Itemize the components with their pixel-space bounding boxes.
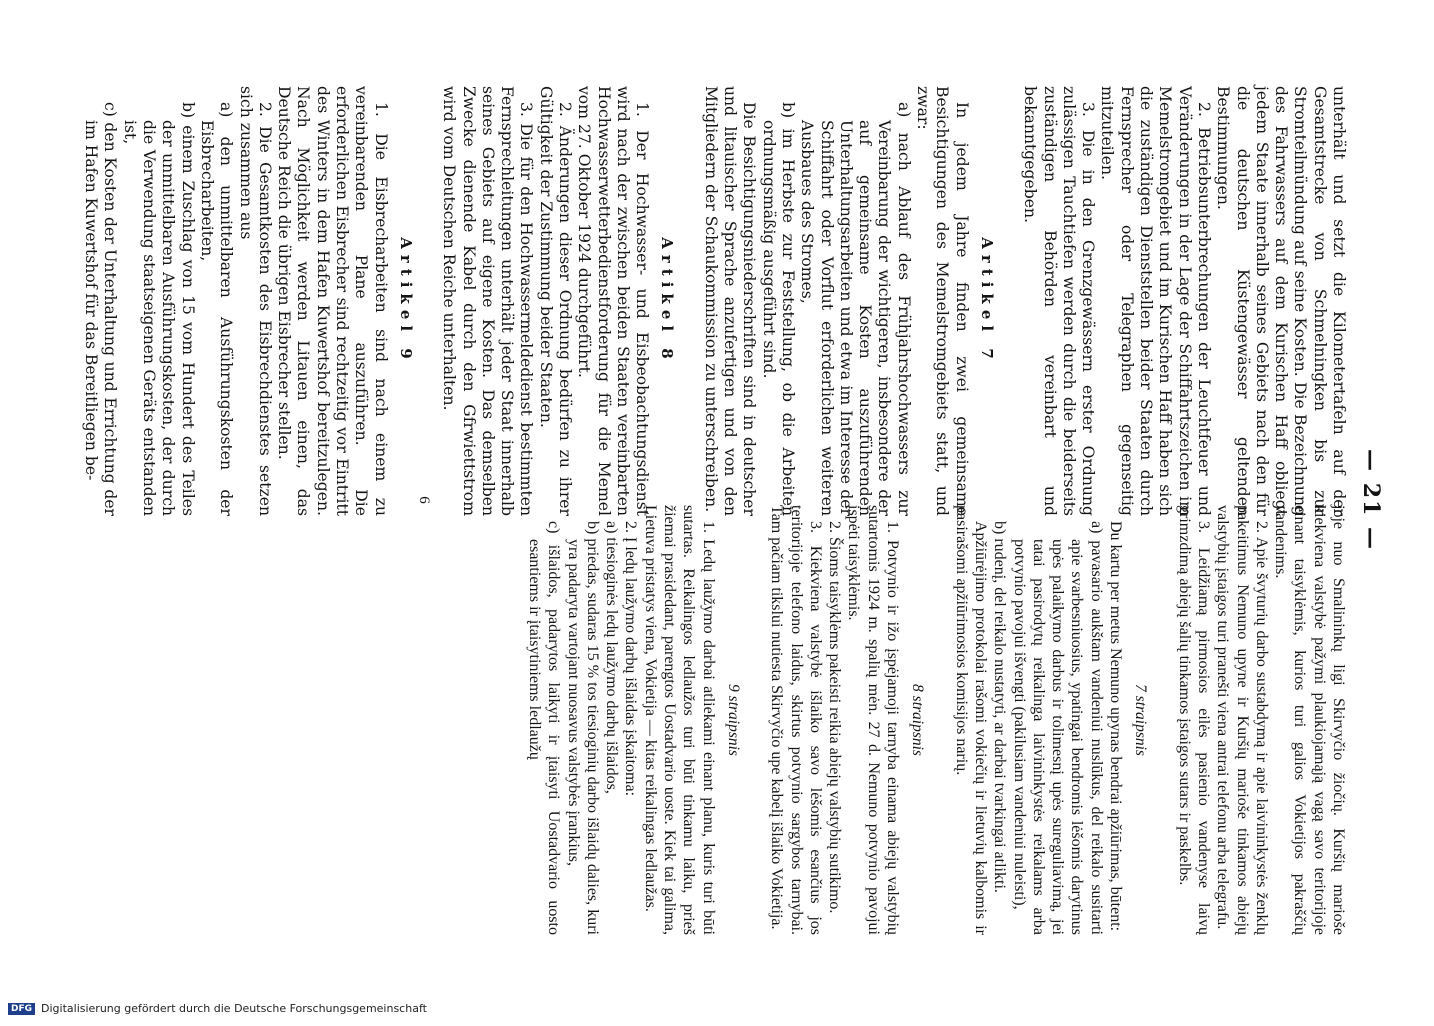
digitization-credit — [0, 992, 1434, 1026]
page-number: — 21 — — [1358, 449, 1384, 551]
article-9-heading: Artikel 9 — [396, 237, 415, 365]
straipsnis-9-heading: 9 straipsnis — [724, 684, 742, 756]
list-item: c) den Kosten der Unterhaltung und Errichtung der im Hafen Kuwertshof für das Bereitliegen be- — [82, 102, 120, 516]
footer-signature: 6 — [416, 496, 432, 504]
german-column — [81, 86, 1348, 516]
paragraph: 2. Die Gesamtkosten des Eisbrechdienstes setzen sich zusammen aus — [236, 86, 274, 516]
list-item: b) im Herbste zur Feststellung, ob die Arbeiten ordnungsmäßig ausgeführt sind. — [759, 102, 797, 516]
paragraph: unterhält und setzt die Kilometertafeln auf der Gesamtstrecke von Schmelningken bis zur Stromteilmündung auf seine Kosten. Die Bezeichnung des Fahrwassers auf dem Kurischen Haff obliegt jedem Staate innerhalb seines Gebiets nach den für die deutschen Küstengewässer geltenden Bestimmungen. — [1214, 86, 1348, 516]
paragraph: 2. Änderungen dieser Ordnung bedürfen zu ihrer Gültigkeit der Zustimmung beider Staaten. — [536, 86, 575, 516]
paragraph: 2. Betriebsunterbrechungen der Leuchtfeuer und Veränderungen in der Lage der Schiffahrtszeichen im Memelstromgebiet und im Kurischen Haff haben sich die zuständigen Dienststellen beider Staaten durch Fernsprecher oder Telegraphen gegenseitig mitzuteilen. — [1098, 86, 1213, 516]
list-item: b) priedas, sudaras 15 % tos tiesioginių darbo išlaidų dalies, kuri yra padaryta vartojant nuosavus valstybės įrankius, — [564, 521, 601, 935]
list-item: b) einem Zuschlag von 15 vom Hundert des Teiles der unmittelbaren Ausführungskosten, der durch die Verwendung staatseigenen Geräts entstanden ist, — [120, 102, 197, 516]
lithuanian-column — [525, 505, 1348, 935]
paragraph: 2. Į ledų laužymo darbų išlaidas įskaitoma: — [622, 521, 640, 797]
paragraph: 3. Die in den Grenzgewässern erster Ordnung zulässigen Tauchtiefen werden durch die beiderseits zuständigen Behörden vereinbart und bekanntgegeben. — [1021, 86, 1098, 516]
dfg-logo-icon: DFG — [8, 1003, 35, 1015]
paragraph: 1. Ledų laužymo darbai atliekami einant planu, kuris turi būti sutartas. Reikalingos ledlaužos turi būti tinkamu laiku, prieš žiemai prasidedant, parengtos Uostadvario uoste. Kiek tai galima, Lietuva pristatys viena, Vokietija — kitas reikalingas ledlaužas. — [641, 505, 717, 935]
paragraph: 2. Šioms taisyklėms pakeisti reikia abiejų valstybių sutikimo. — [826, 521, 844, 914]
paragraph: joje nuo Smalininkų ligi Skirvyčio žiočių. Kuršių marioše kiekviena valstybė pažymi plaukiojamąją vagą savo teritorijoje einant taisyklėmis, kurios turi galios Vokietijos pakraščių vandenims. — [1272, 505, 1347, 935]
digitization-sidebar — [0, 992, 1434, 1026]
list-item: a) tiesioginės ledų laužymo darbų išlaidos, — [603, 521, 621, 794]
paragraph: 3. Kiekviena valstybė išlaiko savo lėšomis esančius jos teritorijoje telefono laidus, skirtus potvynio sargybos tarnybai. Tam pačiam tikslui nutiesta Skirvyčio upe kabelį išlaiko Vokietija. — [768, 505, 824, 935]
paragraph: Du kartu per metus Nemuno upynas bendrai apžiūrimas, būtent: — [1107, 521, 1125, 932]
paragraph: 1. Die Eisbrecharbeiten sind nach einem zu vereinbarenden Plane auszuführen. Die erforderlichen Eisbrecher sind rechtzeitig vor Eintritt des Winters in dem Hafen Kuwertshof bereitzulegen. Nach Möglichkeit werden Litauen einen, das Deutsche Reich die übrigen Eisbrecher stellen. — [275, 86, 390, 516]
list-item: a) nach Ablauf des Frühjahrshochwassers zur Vereinbarung der wichtigeren, insbesondere der auf gemeinsame Kosten auszuführenden Unterhaltungsarbeiten und etwa im Interesse der Schiffahrt oder Vorflut erforderlichen weiteren Ausbaues des Stromes, — [798, 102, 913, 516]
list-item: b) rudenį, del reikalo nustatyti, ar darbai tvarkingai atlikti. — [991, 521, 1009, 893]
paragraph: 2. Apie švyturių darbo sustabdymą ir apie laivininkystės ženklų pakeitimus Nemuno upyne ir Kuršių marioše tinkamos abiejų valstybių įstaigos turi pranešti viena antrai telefonu arba telegrafu. — [1214, 505, 1270, 935]
article-7-heading: Artikel 7 — [977, 237, 996, 365]
straipsnis-7-heading: 7 straipsnis — [1132, 684, 1150, 756]
paragraph: 1. Der Hochwasser- und Eisbeobachtungsdienst wird nach der zwischen beiden Staaten vereinbarten Hochwasserwetterbedienstforderung für die Memel vom 27. Oktober 1924 durchgeführt. — [575, 86, 652, 516]
list-item: a) pavasario aukštam vandeniui nuslūkus, del reikalo susitarti apie svarbesniuosius, ypatingai bendromis lėšomis darytinus upės palaikymo darbus ir tolimesnį upės sureguliavimą, jei tatai pasirodytų reikalinga laivininkystės reikalams arba potvynio pavojui išvengti (pakilusiam vandeniui nuleisti), — [1010, 521, 1105, 935]
article-8-heading: Artikel 8 — [658, 237, 677, 365]
paragraph: In jedem Jahre finden zwei gemeinsame Besichtigungen des Memelstromgebiets statt, und zwar: — [914, 86, 971, 516]
digitization-credit-text: Digitalisierung gefördert durch die Deutsche Forschungsgemeinschaft — [41, 1002, 427, 1015]
list-item: a) den unmittelbaren Ausführungskosten der Eisbrecharbeiten, — [197, 102, 236, 516]
paragraph: 3. Leidžiamą pirmosios eilės pasienio vandenyse laivų grimzdimą abiejų šalių tinkamos įstaigos sutars ir paskelbs. — [1175, 505, 1212, 935]
paragraph: Die Besichtigungsniederschriften sind in deutscher und litauischer Sprache anzufertigen und von den Mitgliedern der Schaukommission zu unterschreiben. — [701, 86, 759, 516]
paragraph: 3. Die für den Hochwassermeldedienst bestimmten Fernsprechleitungen unterhält jeder Staat innerhalb seines Gebiets auf eigene Kosten. Das demselben Zwecke dienende Kabel durch den Gfrwiettstrom wird vom Deutschen Reiche unterhalten. — [440, 86, 536, 516]
straipsnis-8-heading: 8 straipsnis — [909, 684, 927, 756]
paragraph: 1. Potvynio ir ižo įspėjamoji tarnyba einama abiejų valstybių sutartomis 1924 m. spalių mėn. 27 d. Nemuno potvynio pavojui įspėti taisyklėmis. — [845, 505, 902, 935]
list-item: c) išlaidos, padarytos laikyti ir įtaisyti Uostadvario uosto esantiems ir įtaisytiniems ledlaužų — [526, 521, 563, 935]
paragraph: Apžiūrėjimo protokolai rašomi vokiečių ir lietuvių kalbomis ir pasirašomi apžiūrimosios komisijos narių. — [952, 505, 989, 935]
